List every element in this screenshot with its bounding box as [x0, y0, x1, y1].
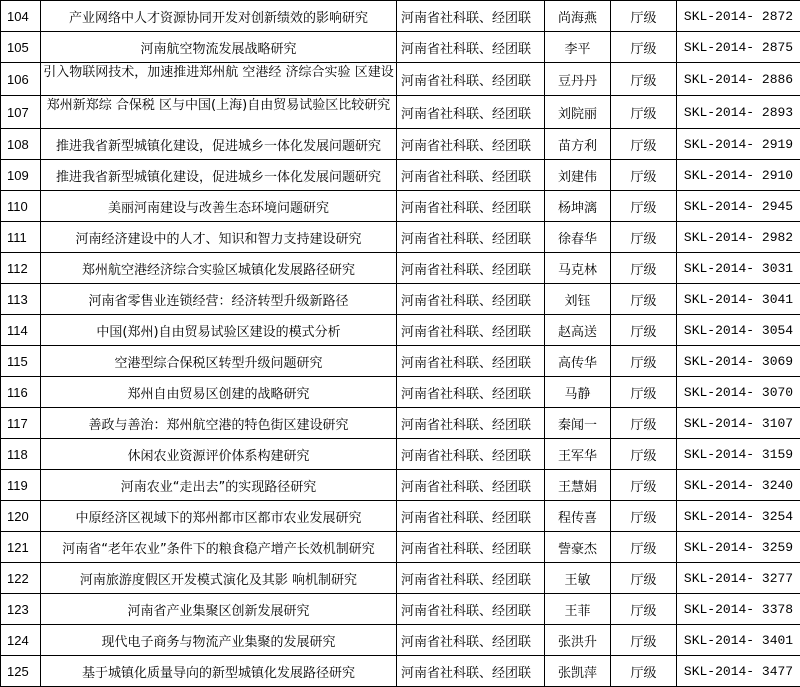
project-level: 厅级 [611, 222, 677, 253]
managing-unit: 河南省社科联、经团联 [397, 253, 545, 284]
project-level: 厅级 [611, 1, 677, 32]
table-row [1, 63, 800, 96]
principal-investigator: 赵高送 [545, 315, 611, 346]
table-row [1, 129, 800, 160]
project-level: 厅级 [611, 377, 677, 408]
principal-investigator: 秦闻一 [545, 408, 611, 439]
managing-unit: 河南省社科联、经团联 [397, 96, 545, 129]
row-number: 107 [1, 96, 41, 129]
managing-unit: 河南省社科联、经团联 [397, 656, 545, 687]
managing-unit: 河南省社科联、经团联 [397, 1, 545, 32]
principal-investigator: 高传华 [545, 346, 611, 377]
row-number: 125 [1, 656, 41, 687]
principal-investigator: 王慧娟 [545, 470, 611, 501]
table-row [1, 191, 800, 222]
project-title: 现代电子商务与物流产业集聚的发展研究 [41, 625, 397, 656]
project-code: SKL-2014- 3041 [677, 284, 800, 315]
project-code: SKL-2014- 2982 [677, 222, 800, 253]
row-number: 111 [1, 222, 41, 253]
project-code: SKL-2014- 2886 [677, 63, 800, 96]
table-row [1, 96, 800, 129]
table-row [1, 532, 800, 563]
managing-unit: 河南省社科联、经团联 [397, 377, 545, 408]
project-level: 厅级 [611, 32, 677, 63]
managing-unit: 河南省社科联、经团联 [397, 346, 545, 377]
row-number: 104 [1, 1, 41, 32]
project-code: SKL-2014- 2919 [677, 129, 800, 160]
row-number: 114 [1, 315, 41, 346]
project-level: 厅级 [611, 96, 677, 129]
managing-unit: 河南省社科联、经团联 [397, 63, 545, 96]
managing-unit: 河南省社科联、经团联 [397, 315, 545, 346]
table-row [1, 501, 800, 532]
project-title: 推进我省新型城镇化建设，促进城乡一体化发展问题研究 [41, 129, 397, 160]
principal-investigator: 李平 [545, 32, 611, 63]
row-number: 123 [1, 594, 41, 625]
row-number: 106 [1, 63, 41, 96]
project-level: 厅级 [611, 408, 677, 439]
project-code: SKL-2014- 2910 [677, 160, 800, 191]
managing-unit: 河南省社科联、经团联 [397, 501, 545, 532]
project-title: 郑州航空港经济综合实验区城镇化发展路径研究 [41, 253, 397, 284]
row-number: 122 [1, 563, 41, 594]
table-row [1, 160, 800, 191]
project-level: 厅级 [611, 284, 677, 315]
project-title: 休闲农业资源评价体系构建研究 [41, 439, 397, 470]
table-row [1, 253, 800, 284]
project-level: 厅级 [611, 501, 677, 532]
project-code: SKL-2014- 3069 [677, 346, 800, 377]
row-number: 109 [1, 160, 41, 191]
project-code: SKL-2014- 3277 [677, 563, 800, 594]
project-level: 厅级 [611, 191, 677, 222]
table-row [1, 439, 800, 470]
table-row [1, 594, 800, 625]
project-level: 厅级 [611, 253, 677, 284]
principal-investigator: 刘院丽 [545, 96, 611, 129]
project-level: 厅级 [611, 594, 677, 625]
project-level: 厅级 [611, 656, 677, 687]
principal-investigator: 苗方利 [545, 129, 611, 160]
principal-investigator: 马静 [545, 377, 611, 408]
principal-investigator: 徐春华 [545, 222, 611, 253]
project-level: 厅级 [611, 129, 677, 160]
project-title: 郑州自由贸易区创建的战略研究 [41, 377, 397, 408]
principal-investigator: 豆丹丹 [545, 63, 611, 96]
managing-unit: 河南省社科联、经团联 [397, 191, 545, 222]
managing-unit: 河南省社科联、经团联 [397, 32, 545, 63]
principal-investigator: 张洪升 [545, 625, 611, 656]
managing-unit: 河南省社科联、经团联 [397, 563, 545, 594]
project-code: SKL-2014- 3259 [677, 532, 800, 563]
project-title: 河南经济建设中的人才、知识和智力支持建设研究 [41, 222, 397, 253]
principal-investigator: 程传喜 [545, 501, 611, 532]
table-body [1, 1, 800, 687]
project-title: 引入物联网技术，加速推进郑州航 空港经 济综合实验 区建设 [41, 63, 397, 96]
project-code: SKL-2014- 3401 [677, 625, 800, 656]
project-code: SKL-2014- 3477 [677, 656, 800, 687]
project-title: 河南省“老年农业”条件下的粮食稳产增产长效机制研究 [41, 532, 397, 563]
principal-investigator: 张凯萍 [545, 656, 611, 687]
table-row [1, 346, 800, 377]
project-level: 厅级 [611, 532, 677, 563]
project-title: 推进我省新型城镇化建设，促进城乡一体化发展问题研究 [41, 160, 397, 191]
table-row [1, 408, 800, 439]
project-code: SKL-2014- 3107 [677, 408, 800, 439]
row-number: 108 [1, 129, 41, 160]
project-title: 郑州新郑综 合保税 区与中国(上海)自由贸易试验区比较研究 [41, 96, 397, 129]
table-row [1, 32, 800, 63]
project-level: 厅级 [611, 315, 677, 346]
project-code: SKL-2014- 3378 [677, 594, 800, 625]
project-title: 善政与善治：郑州航空港的特色街区建设研究 [41, 408, 397, 439]
table-row [1, 284, 800, 315]
project-title: 河南农业“走出去”的实现路径研究 [41, 470, 397, 501]
row-number: 119 [1, 470, 41, 501]
principal-investigator: 杨坤漓 [545, 191, 611, 222]
table-row [1, 315, 800, 346]
principal-investigator: 王敏 [545, 563, 611, 594]
principal-investigator: 王军华 [545, 439, 611, 470]
table-row [1, 563, 800, 594]
project-title: 中国(郑州)自由贸易试验区建设的模式分析 [41, 315, 397, 346]
principal-investigator: 刘建伟 [545, 160, 611, 191]
principal-investigator: 王菲 [545, 594, 611, 625]
project-title: 河南航空物流发展战略研究 [41, 32, 397, 63]
project-level: 厅级 [611, 63, 677, 96]
table-row [1, 377, 800, 408]
project-code: SKL-2014- 3070 [677, 377, 800, 408]
row-number: 110 [1, 191, 41, 222]
project-code: SKL-2014- 2945 [677, 191, 800, 222]
project-code: SKL-2014- 2875 [677, 32, 800, 63]
managing-unit: 河南省社科联、经团联 [397, 408, 545, 439]
row-number: 121 [1, 532, 41, 563]
project-code: SKL-2014- 3240 [677, 470, 800, 501]
managing-unit: 河南省社科联、经团联 [397, 532, 545, 563]
table-row [1, 470, 800, 501]
managing-unit: 河南省社科联、经团联 [397, 129, 545, 160]
managing-unit: 河南省社科联、经团联 [397, 625, 545, 656]
table-row [1, 1, 800, 32]
project-title: 产业网络中人才资源协同开发对创新绩效的影响研究 [41, 1, 397, 32]
managing-unit: 河南省社科联、经团联 [397, 222, 545, 253]
project-title: 河南省产业集聚区创新发展研究 [41, 594, 397, 625]
project-title: 河南旅游度假区开发模式演化及其影 响机制研究 [41, 563, 397, 594]
project-level: 厅级 [611, 563, 677, 594]
project-code: SKL-2014- 3254 [677, 501, 800, 532]
row-number: 116 [1, 377, 41, 408]
managing-unit: 河南省社科联、经团联 [397, 439, 545, 470]
table-row [1, 625, 800, 656]
row-number: 120 [1, 501, 41, 532]
project-level: 厅级 [611, 160, 677, 191]
project-level: 厅级 [611, 346, 677, 377]
project-code: SKL-2014- 2872 [677, 1, 800, 32]
row-number: 118 [1, 439, 41, 470]
row-number: 124 [1, 625, 41, 656]
row-number: 115 [1, 346, 41, 377]
project-code: SKL-2014- 3031 [677, 253, 800, 284]
project-title: 空港型综合保税区转型升级问题研究 [41, 346, 397, 377]
project-title: 美丽河南建设与改善生态环境问题研究 [41, 191, 397, 222]
row-number: 117 [1, 408, 41, 439]
managing-unit: 河南省社科联、经团联 [397, 594, 545, 625]
principal-investigator: 尚海燕 [545, 1, 611, 32]
managing-unit: 河南省社科联、经团联 [397, 470, 545, 501]
project-title: 河南省零售业连锁经营：经济转型升级新路径 [41, 284, 397, 315]
managing-unit: 河南省社科联、经团联 [397, 160, 545, 191]
project-code: SKL-2014- 2893 [677, 96, 800, 129]
row-number: 112 [1, 253, 41, 284]
row-number: 113 [1, 284, 41, 315]
principal-investigator: 刘钰 [545, 284, 611, 315]
project-level: 厅级 [611, 625, 677, 656]
project-level: 厅级 [611, 470, 677, 501]
table-row [1, 656, 800, 687]
project-code: SKL-2014- 3159 [677, 439, 800, 470]
project-title: 基于城镇化质量导向的新型城镇化发展路径研究 [41, 656, 397, 687]
managing-unit: 河南省社科联、经团联 [397, 284, 545, 315]
principal-investigator: 马克林 [545, 253, 611, 284]
project-title: 中原经济区视域下的郑州都市区都市农业发展研究 [41, 501, 397, 532]
project-code: SKL-2014- 3054 [677, 315, 800, 346]
principal-investigator: 訾豪杰 [545, 532, 611, 563]
project-level: 厅级 [611, 439, 677, 470]
row-number: 105 [1, 32, 41, 63]
table-row [1, 222, 800, 253]
